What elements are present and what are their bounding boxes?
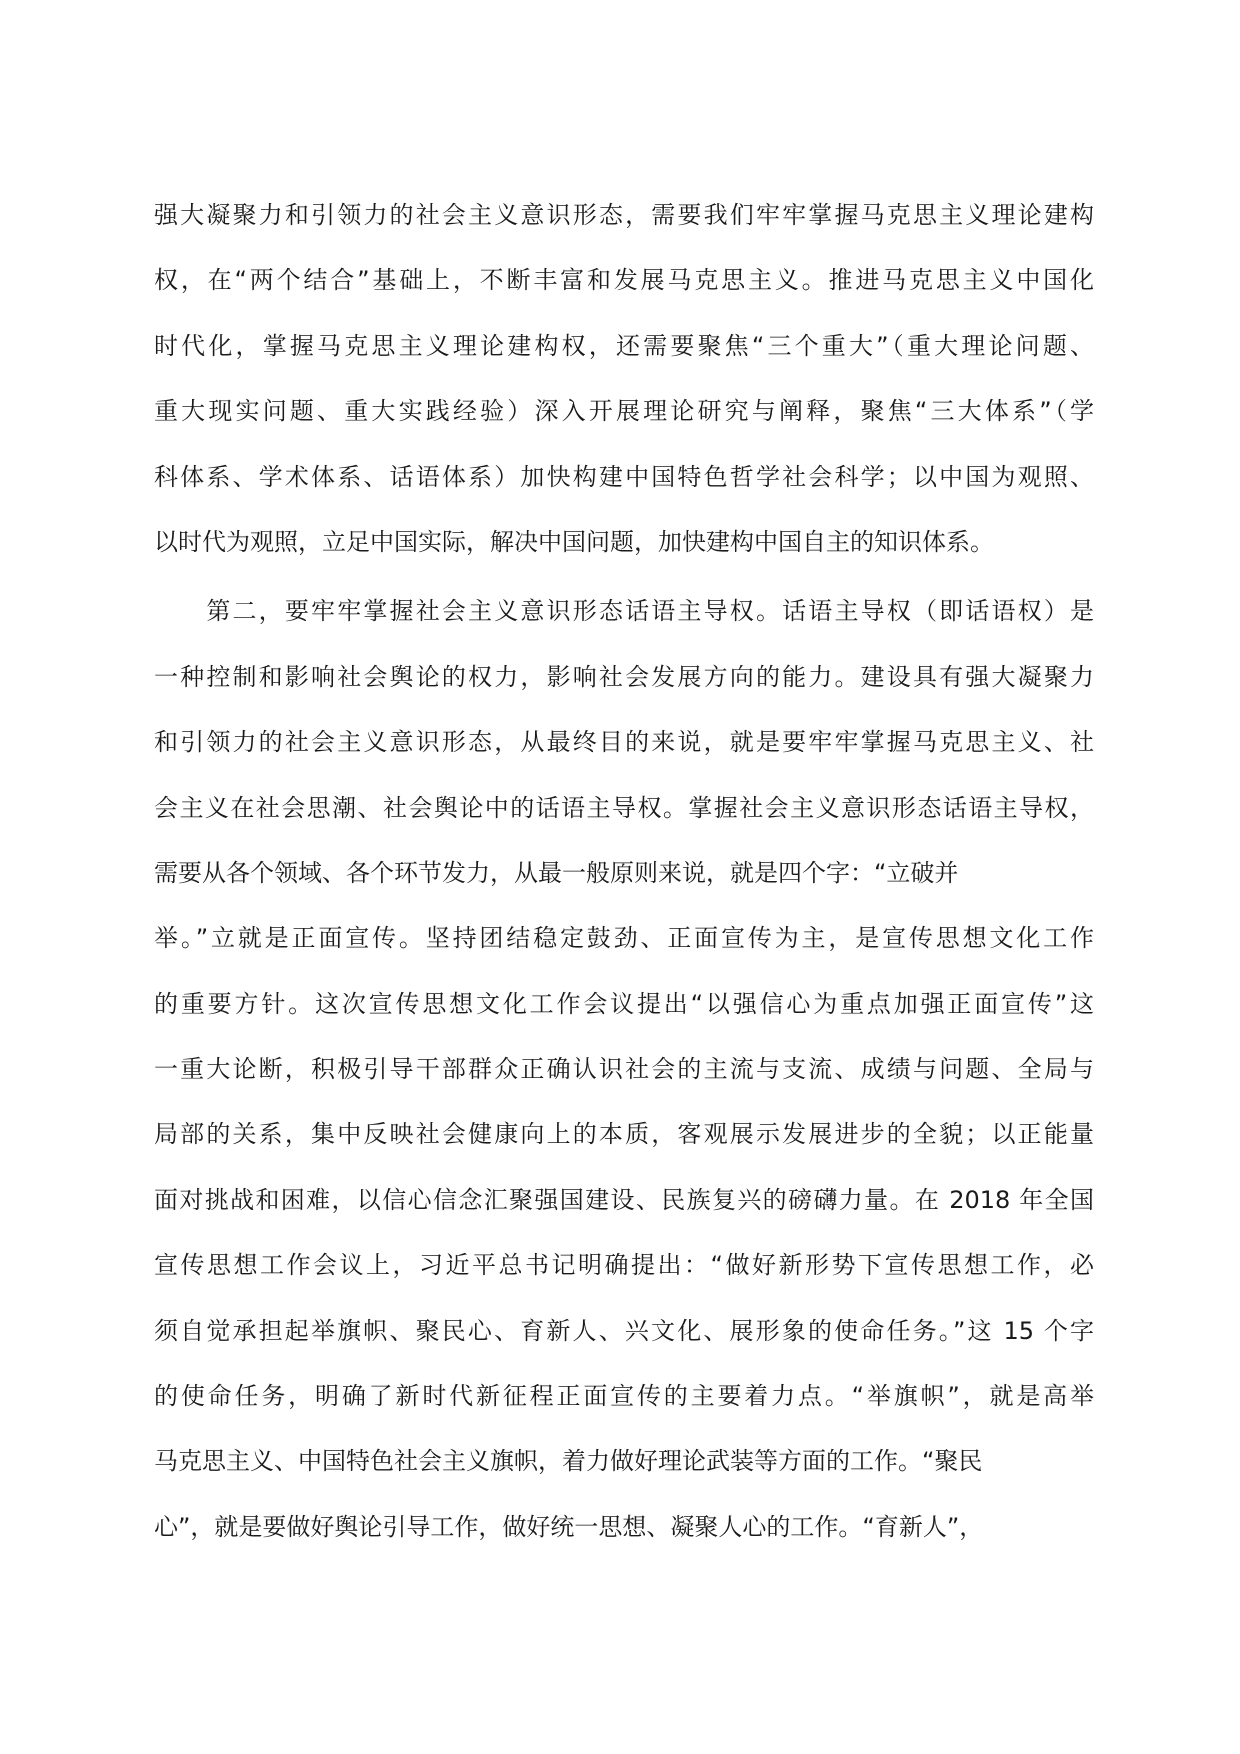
paragraph-2-line-9: 局部的关系，集中反映社会健康向上的本质，客观展示发展进步的全貌；以正能量	[154, 1120, 1094, 1149]
paragraph-2-line-1: 第二，要牢牢掌握社会主义意识形态话语主导权。话语主导权（即话语权）是	[154, 597, 1094, 626]
paragraph-2-line-4: 会主义在社会思潮、社会舆论中的话语主导权。掌握社会主义意识形态话语主导权，	[154, 793, 1094, 822]
paragraph-1-line-5: 科体系、学术体系、话语体系）加快构建中国特色哲学社会科学；以中国为观照、	[154, 462, 1094, 491]
paragraph-2-line-6: 举。”立就是正面宣传。坚持团结稳定鼓劲、正面宣传为主，是宣传思想文化工作	[154, 924, 1094, 953]
paragraph-1-line-2: 权，在“两个结合”基础上，不断丰富和发展马克思主义。推进马克思主义中国化	[154, 266, 1094, 295]
paragraph-1-line-4: 重大现实问题、重大实践经验）深入开展理论研究与阐释，聚焦“三大体系”（学	[154, 397, 1094, 426]
paragraph-2-line-3: 和引领力的社会主义意识形态，从最终目的来说，就是要牢牢掌握马克思主义、社	[154, 728, 1094, 757]
paragraph-2-line-2: 一种控制和影响社会舆论的权力，影响社会发展方向的能力。建设具有强大凝聚力	[154, 662, 1094, 691]
paragraph-1-line-1: 强大凝聚力和引领力的社会主义意识形态，需要我们牢牢掌握马克思主义理论建构	[154, 201, 1094, 229]
paragraph-2-line-8: 一重大论断，积极引导干部群众正确认识社会的主流与支流、成绩与问题、全局与	[154, 1055, 1094, 1084]
body-text	[154, 190, 1094, 1567]
paragraph-2-line-12: 须自觉承担起举旗帜、聚民心、育新人、兴文化、展形象的使命任务。”这 15 个字	[154, 1316, 1094, 1345]
paragraph-2-line-11: 宣传思想工作会议上，习近平总书记明确提出：“做好新形势下宣传思想工作，必	[154, 1251, 1094, 1280]
paragraph-2-line-7: 的重要方针。这次宣传思想文化工作会议提出“以强信心为重点加强正面宣传”这	[154, 989, 1094, 1018]
paragraph-1-line-3: 时代化，掌握马克思主义理论建构权，还需要聚焦“三个重大”（重大理论问题、	[154, 331, 1094, 360]
paragraph-2-line-13: 的使命任务，明确了新时代新征程正面宣传的主要着力点。“举旗帜”，就是高举	[154, 1382, 1094, 1411]
paragraph-2-line-5: 需要从各个领域、各个环节发力，从最一般原则来说，就是四个字：“立破并	[154, 858, 959, 887]
paragraph-2-line-15: 心”，就是要做好舆论引导工作，做好统一思想、凝聚人心的工作。“育新人”，	[154, 1512, 984, 1541]
paragraph-2-line-14: 马克思主义、中国特色社会主义旗帜，着力做好理论武装等方面的工作。“聚民	[154, 1447, 983, 1476]
paragraph-1-line-6: 以时代为观照，立足中国实际，解决中国问题，加快建构中国自主的知识体系。	[154, 527, 994, 556]
paragraph-2-line-10: 面对挑战和困难，以信心信念汇聚强国建设、民族复兴的磅礴力量。在 2018 年全国	[154, 1185, 1094, 1214]
